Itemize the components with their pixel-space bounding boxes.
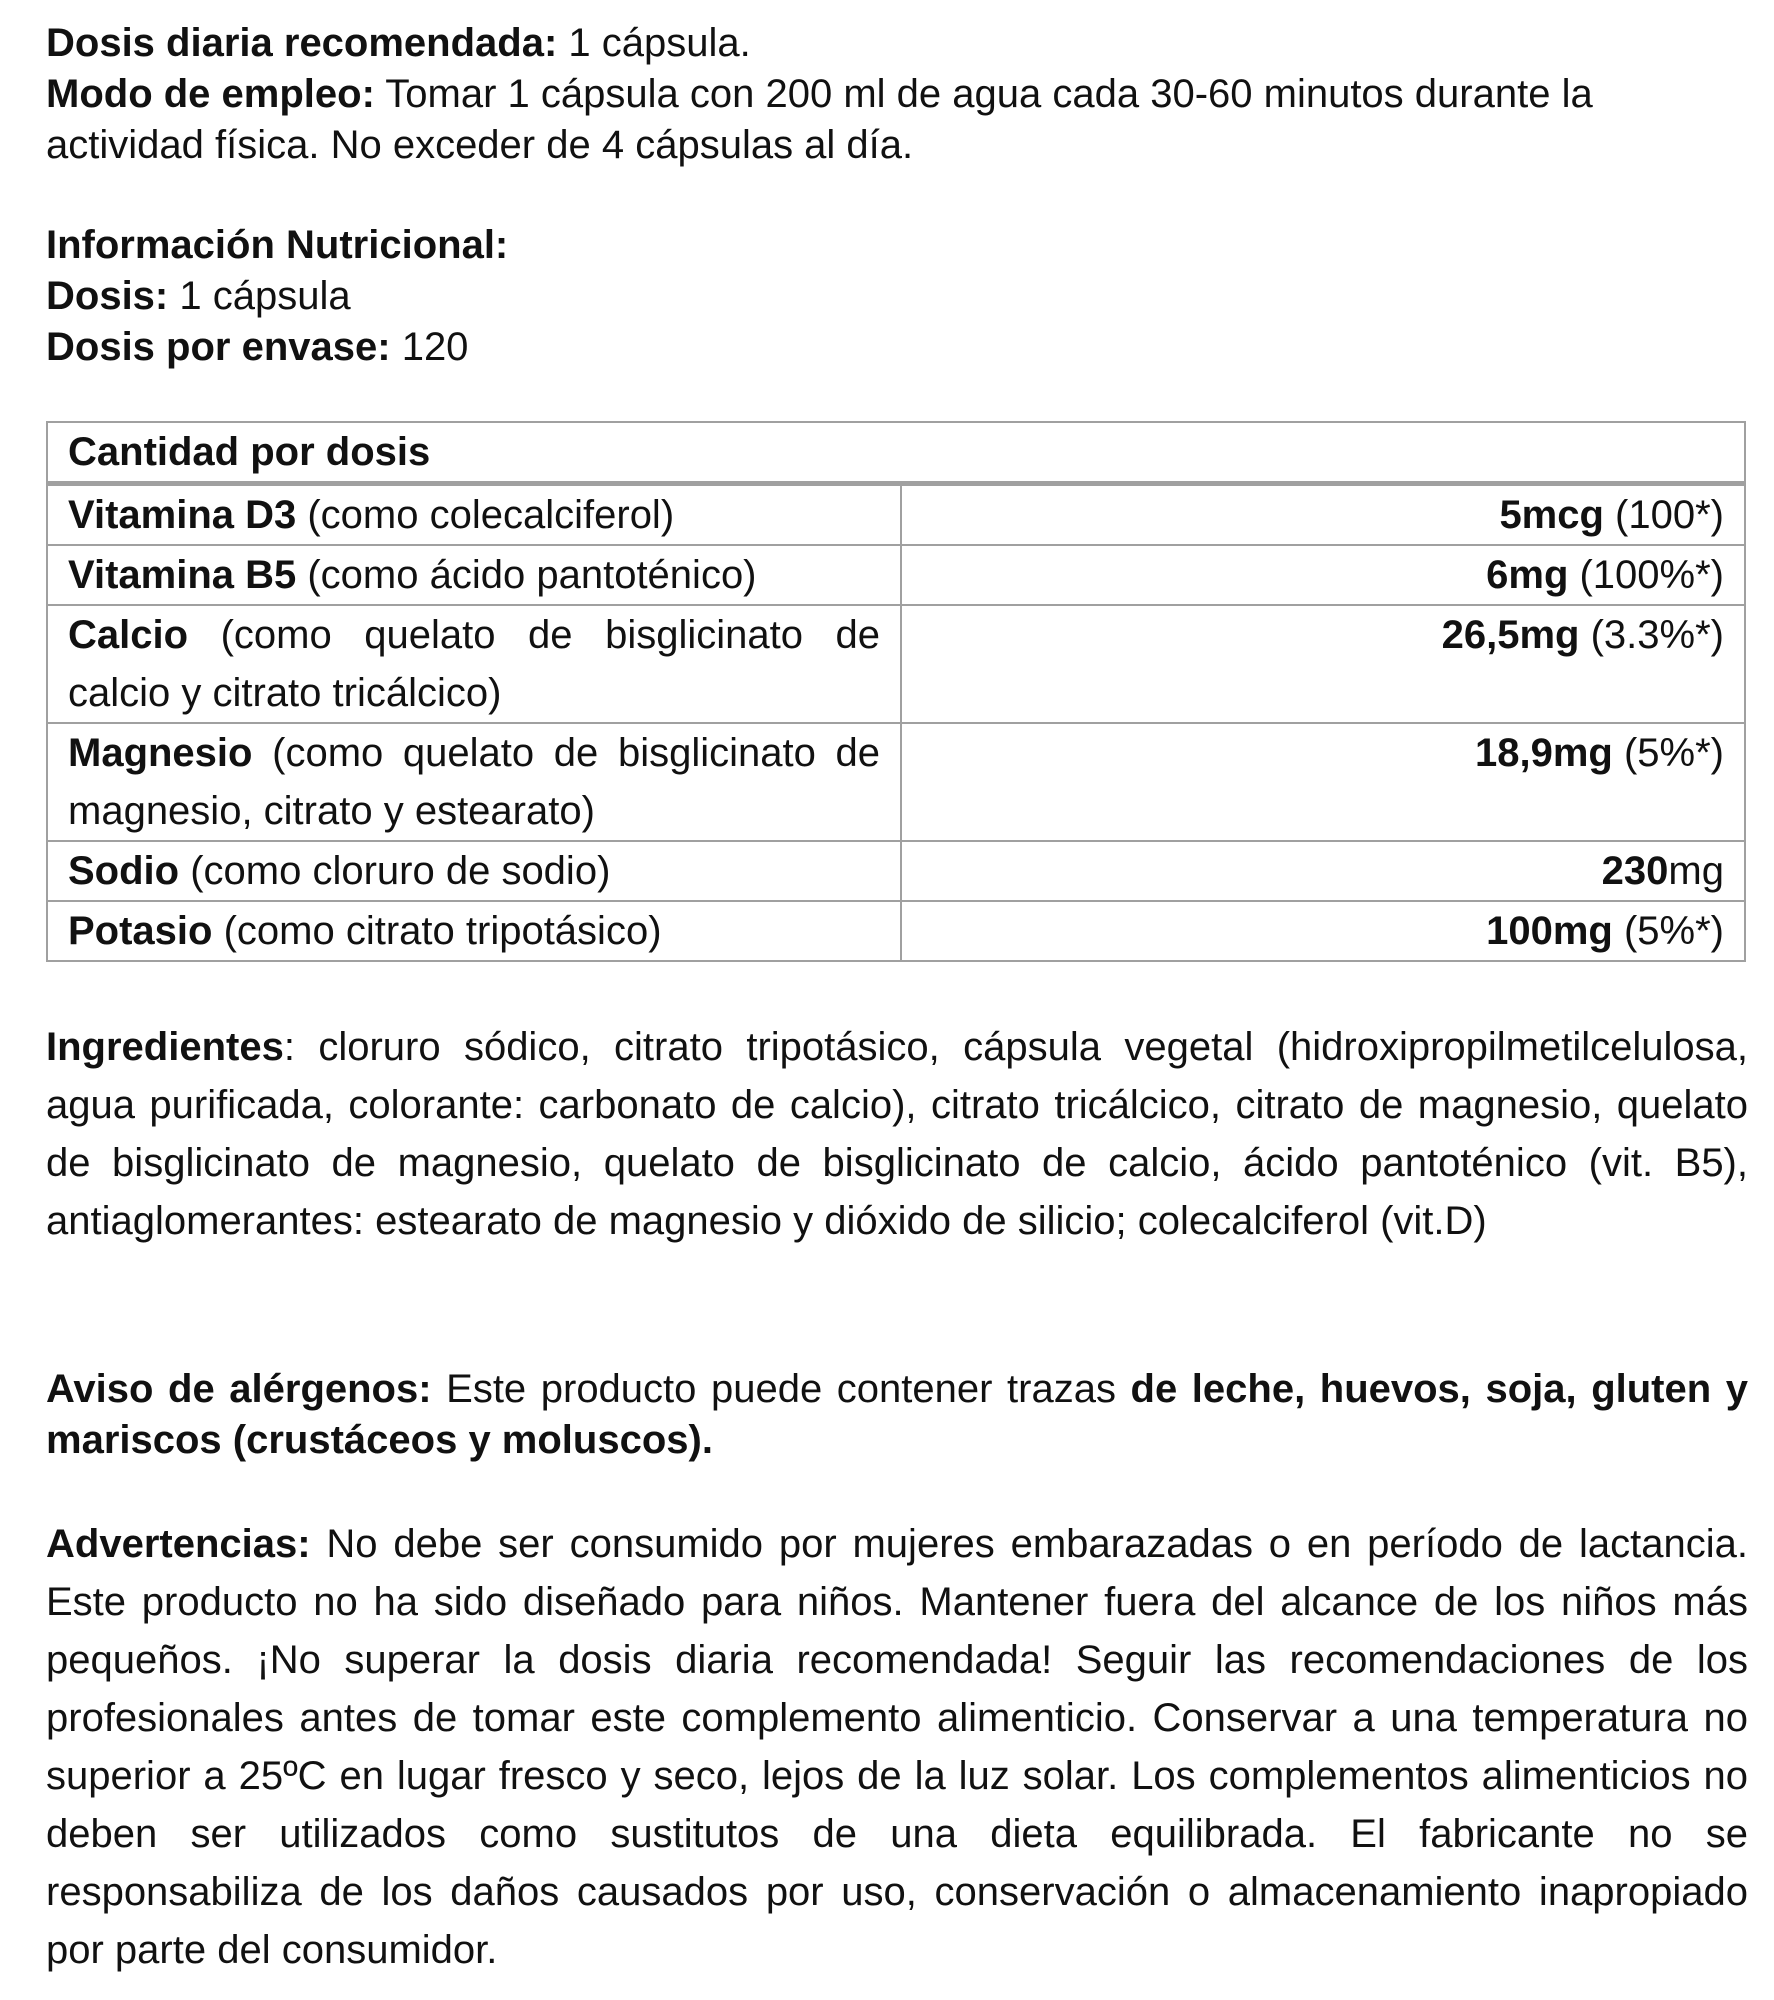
- per-pack-line: [46, 322, 1748, 373]
- allergens-section: [46, 1364, 1748, 1466]
- nutrient-desc: (como quelato de bisglicinato de calcio y citrato tricálcico): [68, 613, 880, 715]
- nutrient-desc: (como colecalciferol): [296, 493, 675, 537]
- nutrient-amount: 100mg: [1486, 909, 1613, 953]
- dosage-section: [46, 18, 1748, 171]
- allergens-text: [46, 1364, 1748, 1466]
- nutrient-amount-cell: [901, 545, 1745, 605]
- table-row: [47, 545, 1745, 605]
- nutrient-name-cell: [47, 545, 901, 605]
- nutrient-name-cell: [47, 605, 901, 723]
- table-header: Cantidad por dosis: [47, 422, 1745, 484]
- dose-value: 1 cápsula: [168, 274, 351, 318]
- warnings-text: [46, 1515, 1748, 1979]
- ingredients-list: : cloruro sódico, citrato tripotásico, cápsula vegetal (hidroxipropilmetilcelulosa, agua purificada, colorante: carbonato de calcio), citrato tricálcico, citrato de magnesio, quelato de bisglicinato de magnesio, quelato de bisglicinato de calcio, ácido pantoténico (vit. B5), antiaglomerantes: estearato de magnesio y dióxido de silicio; colecalciferol (vit.D): [46, 1025, 1748, 1243]
- nutrient-pct: (100*): [1603, 493, 1724, 537]
- nutrition-heading: [46, 220, 1748, 271]
- nutrition-heading-text: Información Nutricional:: [46, 223, 509, 267]
- nutrient-desc: (como ácido pantoténico): [296, 553, 757, 597]
- nutrient-amount-cell: [901, 723, 1745, 841]
- table-header-row: [47, 422, 1745, 484]
- nutrient-amount: 18,9mg: [1475, 731, 1613, 775]
- table-row: [47, 605, 1745, 723]
- usage-label: Modo de empleo:: [46, 72, 375, 116]
- allergens-label: Aviso de alérgenos:: [46, 1367, 432, 1411]
- allergens-list: de leche, huevos, soja, gluten y mariscos (crustáceos y moluscos).: [46, 1367, 1749, 1462]
- per-pack-label: Dosis por envase:: [46, 325, 391, 369]
- usage-value: Tomar 1 cápsula con 200 ml de agua cada 30-60 minutos durante la actividad física. No exceder de 4 cápsulas al día.: [46, 72, 1593, 167]
- nutrient-name: Vitamina D3: [68, 493, 297, 537]
- nutrient-pct: (5%*): [1612, 909, 1724, 953]
- dose-label: Dosis:: [46, 274, 169, 318]
- nutrient-desc: (como citrato tripotásico): [212, 909, 662, 953]
- nutrient-desc: (como cloruro de sodio): [179, 849, 611, 893]
- table-row: [47, 723, 1745, 841]
- nutrient-pct: mg: [1668, 849, 1724, 893]
- ingredients-text: [46, 1018, 1748, 1250]
- ingredients-label: Ingredientes: [46, 1025, 284, 1069]
- nutrient-name: Magnesio: [68, 731, 253, 775]
- allergens-body: Este producto puede contener trazas: [431, 1367, 1131, 1411]
- nutrient-desc: (como quelato de bisglicinato de magnesio, citrato y estearato): [68, 731, 880, 833]
- nutrient-name: Potasio: [68, 909, 213, 953]
- nutrient-amount: 26,5mg: [1441, 613, 1580, 657]
- table-row: [47, 901, 1745, 961]
- dose-line: [46, 271, 1748, 322]
- warnings-label: Advertencias:: [46, 1522, 311, 1566]
- nutrition-info-section: [46, 220, 1748, 373]
- warnings-section: [46, 1515, 1748, 1979]
- nutrition-table: [46, 421, 1746, 962]
- daily-dose-line: [46, 18, 1748, 69]
- nutrient-pct: (5%*): [1612, 731, 1724, 775]
- nutrient-name: Sodio: [68, 849, 180, 893]
- daily-dose-value: 1 cápsula.: [557, 21, 751, 65]
- nutrient-amount: 230: [1601, 849, 1669, 893]
- nutrient-amount-cell: [901, 484, 1745, 546]
- nutrient-amount: 5mcg: [1499, 493, 1604, 537]
- nutrient-name-cell: [47, 723, 901, 841]
- table-row: [47, 841, 1745, 901]
- usage-line: [46, 69, 1748, 171]
- table-row: [47, 484, 1745, 546]
- nutrient-amount-cell: [901, 841, 1745, 901]
- per-pack-value: 120: [390, 325, 469, 369]
- nutrient-amount: 6mg: [1486, 553, 1569, 597]
- nutrient-name: Vitamina B5: [68, 553, 297, 597]
- nutrient-name: Calcio: [68, 613, 189, 657]
- nutrient-name-cell: [47, 841, 901, 901]
- nutrient-name-cell: [47, 484, 901, 546]
- nutrient-amount-cell: [901, 605, 1745, 723]
- daily-dose-label: Dosis diaria recomendada:: [46, 21, 558, 65]
- warnings-body: No debe ser consumido por mujeres embarazadas o en período de lactancia. Este producto no ha sido diseñado para niños. Mantener fuera del alcance de los niños más pequeños. ¡No superar la dosis diaria recomendada! Seguir las recomendaciones de los profesionales antes de tomar este complemento alimenticio. Conservar a una temperatura no superior a 25ºC en lugar fresco y seco, lejos de la luz solar. Los complementos alimenticios no deben ser utilizados como sustitutos de una dieta equilibrada. El fabricante no se responsabiliza de los daños causados por uso, conservación o almacenamiento inapropiado por parte del consumidor.: [46, 1522, 1748, 1972]
- nutrient-pct: (3.3%*): [1579, 613, 1724, 657]
- nutrient-pct: (100%*): [1568, 553, 1724, 597]
- nutrient-amount-cell: [901, 901, 1745, 961]
- nutrient-name-cell: [47, 901, 901, 961]
- ingredients-section: [46, 1018, 1748, 1250]
